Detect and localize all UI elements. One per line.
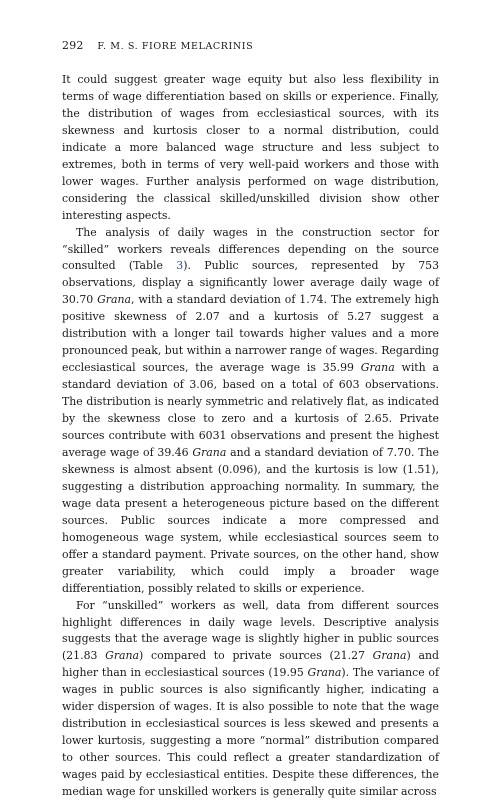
text-segment: It could suggest greater wage equity but also less flexibility in terms of wage differentiation based on skills or experience. Finally, the distribution of wages from ecclesiastical sources, with its skewness and kurtosis closer to a normal distribution, could indicate a more balanced wage structure and less subject to extremes, both in terms of very well-paid workers and those with lower wages. Further analysis performed on wage distribution, considering the classical skilled/unskilled division show other interesting aspects. <box>62 73 439 222</box>
italic-term: Grana <box>97 293 131 307</box>
text-segment: ) compared to private sources (21.27 <box>139 649 373 663</box>
document-page <box>62 39 439 801</box>
italic-term: Grana <box>360 361 395 375</box>
text-segment: ) and higher than in ecclesiastical sources (19.95 <box>62 649 439 680</box>
text-segment: The analysis of daily wages in the construction sector for “skilled” workers reveals differences depending on the source consulted (Table <box>62 225 439 273</box>
paragraph <box>62 598 439 801</box>
italic-term: Grana <box>372 649 407 663</box>
running-head <box>62 39 439 52</box>
italic-term: Grana <box>192 445 227 459</box>
text-segment: For “unskilled” workers as well, data from different sources highlight differences in daily wage levels. Descriptive analysis suggests that the average wage is slightly higher in public sources (21.83 <box>62 598 439 663</box>
text-segment: with a standard deviation of 3.06, based on a total of 603 observations. The distribution is nearly symmetric and relatively flat, as indicated by the skewness close to zero and a kurtosis of 2.65. Private sources contribute with 6031 observations and present the highest average wage of 39.46 <box>62 361 439 459</box>
running-head-author: F. M. S. FIORE MELACRINIS <box>97 41 254 52</box>
text-segment: ). Public sources, represented by 753 observations, display a significantly lower average daily wage of 30.70 <box>62 259 439 307</box>
text-segment: ). The variance of wages in public sources is also significantly higher, indicating a wider dispersion of wages. It is also possible to note that the wage distribution in ecclesiastical sources is less skewed and presents a lower kurtosis, suggesting a more “normal” distribution compared to other sources. This could reflect a greater standardization of wages paid by ecclesiastical entities. Despite these differences, the median wage for unskilled workers is generally quite similar across <box>62 666 440 799</box>
italic-term: Grana <box>105 649 140 663</box>
table-reference-link[interactable]: 3 <box>176 259 184 273</box>
body-text <box>62 72 439 801</box>
text-segment: , with a standard deviation of 1.74. The extremely high positive skewness of 2.07 and a kurtosis of 5.27 suggest a distribution with a longer tail towards higher values and a more pronounced peak, but within a narrower range of wages. Regarding ecclesiastical sources, the average wage is 35.99 <box>62 293 439 375</box>
paragraph <box>62 72 439 225</box>
text-segment: and a standard deviation of 7.70. The skewness is almost absent (0.096), and the kurtosis is low (1.51), suggesting a distribution approaching normality. In summary, the wage data present a heterogeneous picture based on the different sources. Public sources indicate a more compressed and homogeneous wage system, while ecclesiastical sources seem to offer a standard payment. Private sources, on the other hand, show greater variability, which could imply a broader wage differentiation, possibly related to skills or experience. <box>62 445 439 595</box>
page-number: 292 <box>62 39 84 52</box>
italic-term: Grana <box>307 666 342 680</box>
paragraph <box>62 225 439 598</box>
